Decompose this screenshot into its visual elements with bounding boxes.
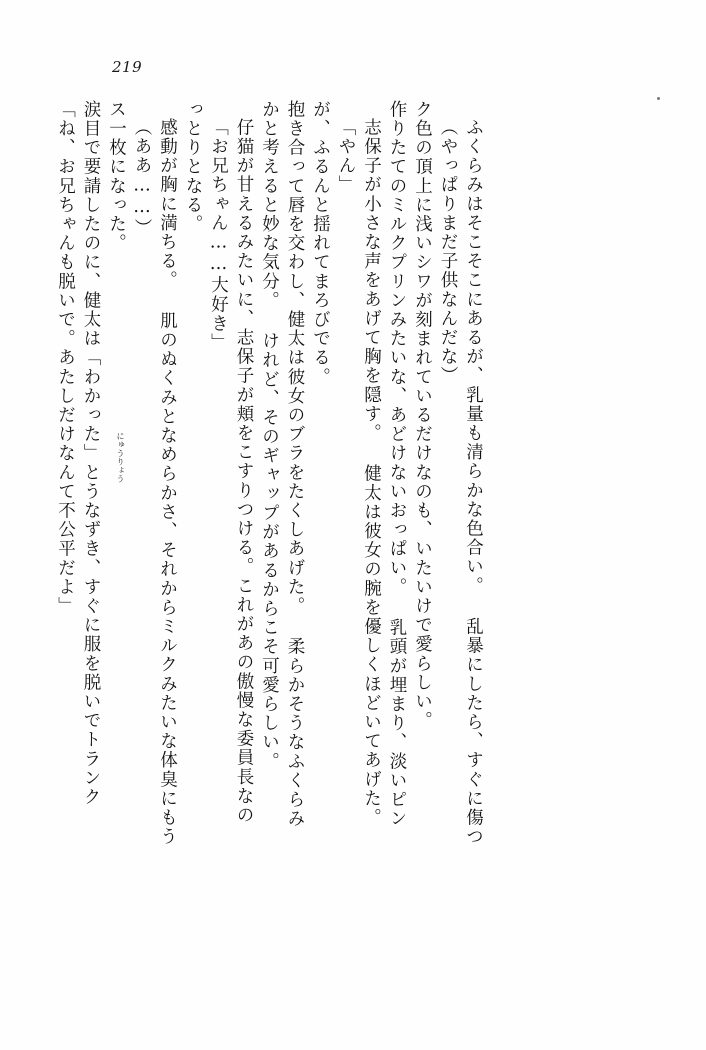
text-column: 感動が胸に満ちる。 肌のぬくみとなめらかさ、それからミルクみたいな体臭にもう [157, 118, 178, 847]
text-column: っとりとなる。 [183, 100, 203, 234]
page-number: 219 [112, 58, 143, 76]
text-column: （やっぱりまだ子供なんだな） [438, 118, 458, 386]
text-column: ふくらみはそこそこにあるが、乳量も清らかな色合い。 乱暴にしたら、すぐに傷つ [463, 118, 484, 847]
text-column: 「お兄ちゃん……大好き」 [208, 118, 229, 353]
text-column: 抱き合って唇を交わし、健太は彼女のブラをたくしあげた。 柔らかそうなふくらみ [285, 100, 305, 829]
text-column: が、ふるんと揺れてまろびでる。 [310, 100, 331, 387]
text-column: 志保子が小さな声をあげて胸を隠す。 健太は彼女の腕を優しくほどいてあげた。 [361, 118, 382, 828]
text-column: かと考えると妙な気分。 けれど、そのギャップがあるからこそ可愛らしい。 [259, 100, 280, 771]
text-column: 涙目で要請したのに、健太は「わかった」とうなずき、すぐに服を脱いでトランク [81, 100, 101, 807]
text-column: ク色の頂上に浅いシワが刻まれているだけなのも、いたいけで愛らしい。 [412, 100, 433, 731]
text-column: 作りたてのミルクプリンみたいな、あどけないおっぱい。 乳頭が埋まり、淡いピン [387, 100, 407, 829]
text-column: ス一枚になった。 [106, 100, 127, 253]
vertical-text-block [52, 100, 652, 990]
ruby-annotation: にゅうりょう [116, 432, 125, 483]
text-column: （ああ……） [132, 118, 152, 238]
text-column: 「やん」 [336, 118, 356, 195]
text-column: 「ね、お兄ちゃんも脱いで。あたしだけなんて不公平だよ」 [55, 100, 76, 616]
print-mark [657, 97, 660, 100]
text-column: 仔猫が甘えるみたいに、志保子が頬をこすりつける。これがあの傲慢な委員長なの [234, 118, 254, 825]
